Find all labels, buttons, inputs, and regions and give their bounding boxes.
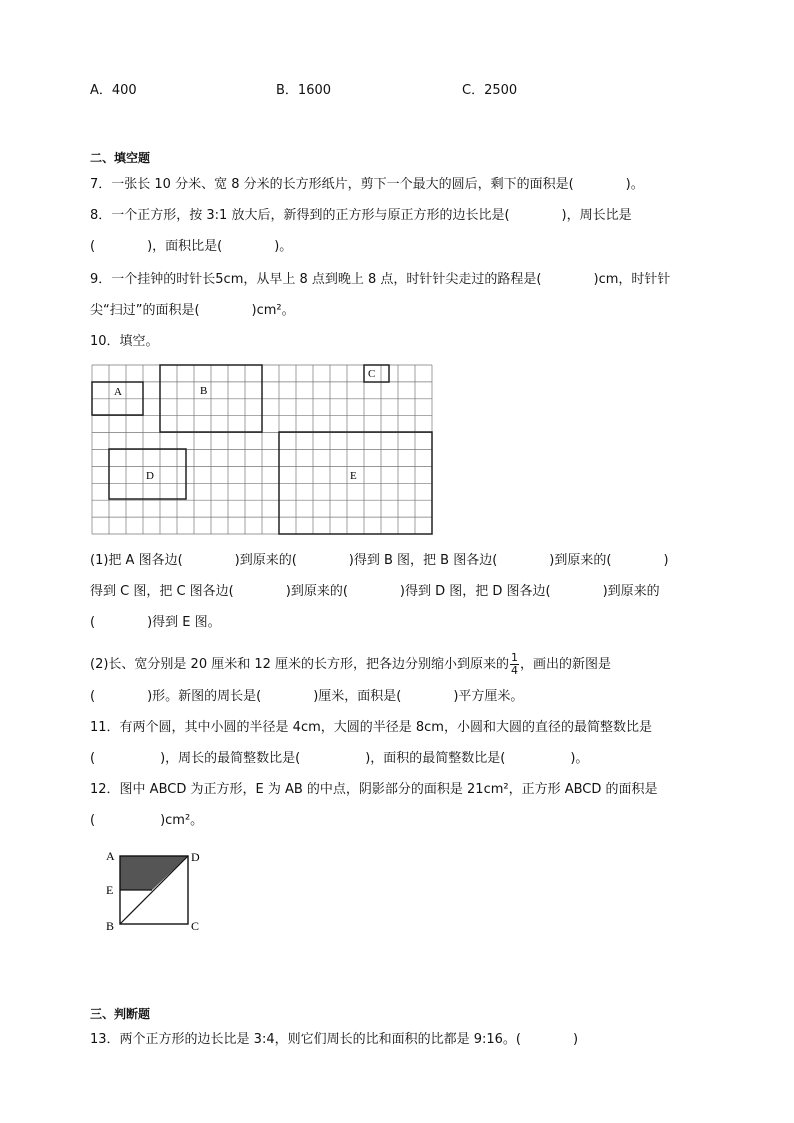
question-7: 7．一张长 10 分米、宽 8 分米的长方形纸片，剪下一个最大的圆后，剩下的面积是( )。 [90,177,644,192]
section-title-fill-blank: 二、填空题 [90,151,151,165]
point-d: D [191,850,200,864]
label-e: E [350,470,357,482]
question-10-part2-text-end: ，画出的新图是 [520,657,612,672]
question-10-part2-line1 [90,652,611,677]
option-a: A．400 [90,83,137,98]
point-c: C [191,919,200,933]
fraction-one-quarter [510,652,519,677]
question-8-line1: 8．一个正方形，按 3:1 放大后，新得到的正方形与原正方形的边长比是( )，周长比是 [90,208,632,223]
question-8-line2: ( )，面积比是( )。 [90,239,293,254]
label-a: A [114,386,122,398]
question-12-line2: ( )cm²。 [90,813,204,828]
question-11-line2: ( )，周长的最简整数比是( )，面积的最简整数比是( )。 [90,751,589,766]
question-10-part2-text: (2)长、宽分别是 20 厘米和 12 厘米的长方形，把各边分别缩小到原来的 [90,657,510,672]
label-d: D [146,470,154,482]
fraction-denominator: 4 [511,664,519,677]
question-9-line2: 尖“扫过”的面积是( )cm²。 [90,303,295,318]
option-c: C．2500 [462,83,518,98]
section-title-judgement: 三、判断题 [90,1007,151,1021]
option-b: B．1600 [276,83,332,98]
question-13: 13．两个正方形的边长比是 3:4，则它们周长的比和面积的比都是 9:16。( ) [90,1032,579,1047]
question-10-part1-line1: (1)把 A 图各边( )到原来的( )得到 B 图，把 B 图各边( )到原来的( ) [90,553,669,568]
point-b: B [106,919,115,933]
label-c: C [368,368,376,380]
fraction-numerator: 1 [511,651,519,664]
point-e: E [106,883,114,897]
question-11-line1: 11．有两个圆，其中小圆的半径是 4cm，大圆的半径是 8cm，小圆和大圆的直径的最简整数比是 [90,720,652,735]
question-12-line1: 12．图中 ABCD 为正方形，E 为 AB 的中点，阴影部分的面积是 21cm²，正方形 ABCD 的面积是 [90,782,658,797]
question-10-part2-line2: ( )形。新图的周长是( )厘米，面积是( )平方厘米。 [90,689,524,704]
question-10-part1-line2: 得到 C 图，把 C 图各边( )到原来的( )得到 D 图，把 D 图各边( )到原来的 [90,584,660,599]
question-10-title: 10．填空。 [90,334,159,349]
square-figure [100,846,210,936]
point-a: A [106,849,115,863]
grid-figure [90,363,436,536]
question-10-part1-line3: ( )得到 E 图。 [90,615,221,630]
shaded-region [120,856,188,890]
label-b: B [200,385,208,397]
question-9-line1: 9．一个挂钟的时针长5cm，从早上 8 点到晚上 8 点，时针针尖走过的路程是( )cm，时针针 [90,272,671,287]
